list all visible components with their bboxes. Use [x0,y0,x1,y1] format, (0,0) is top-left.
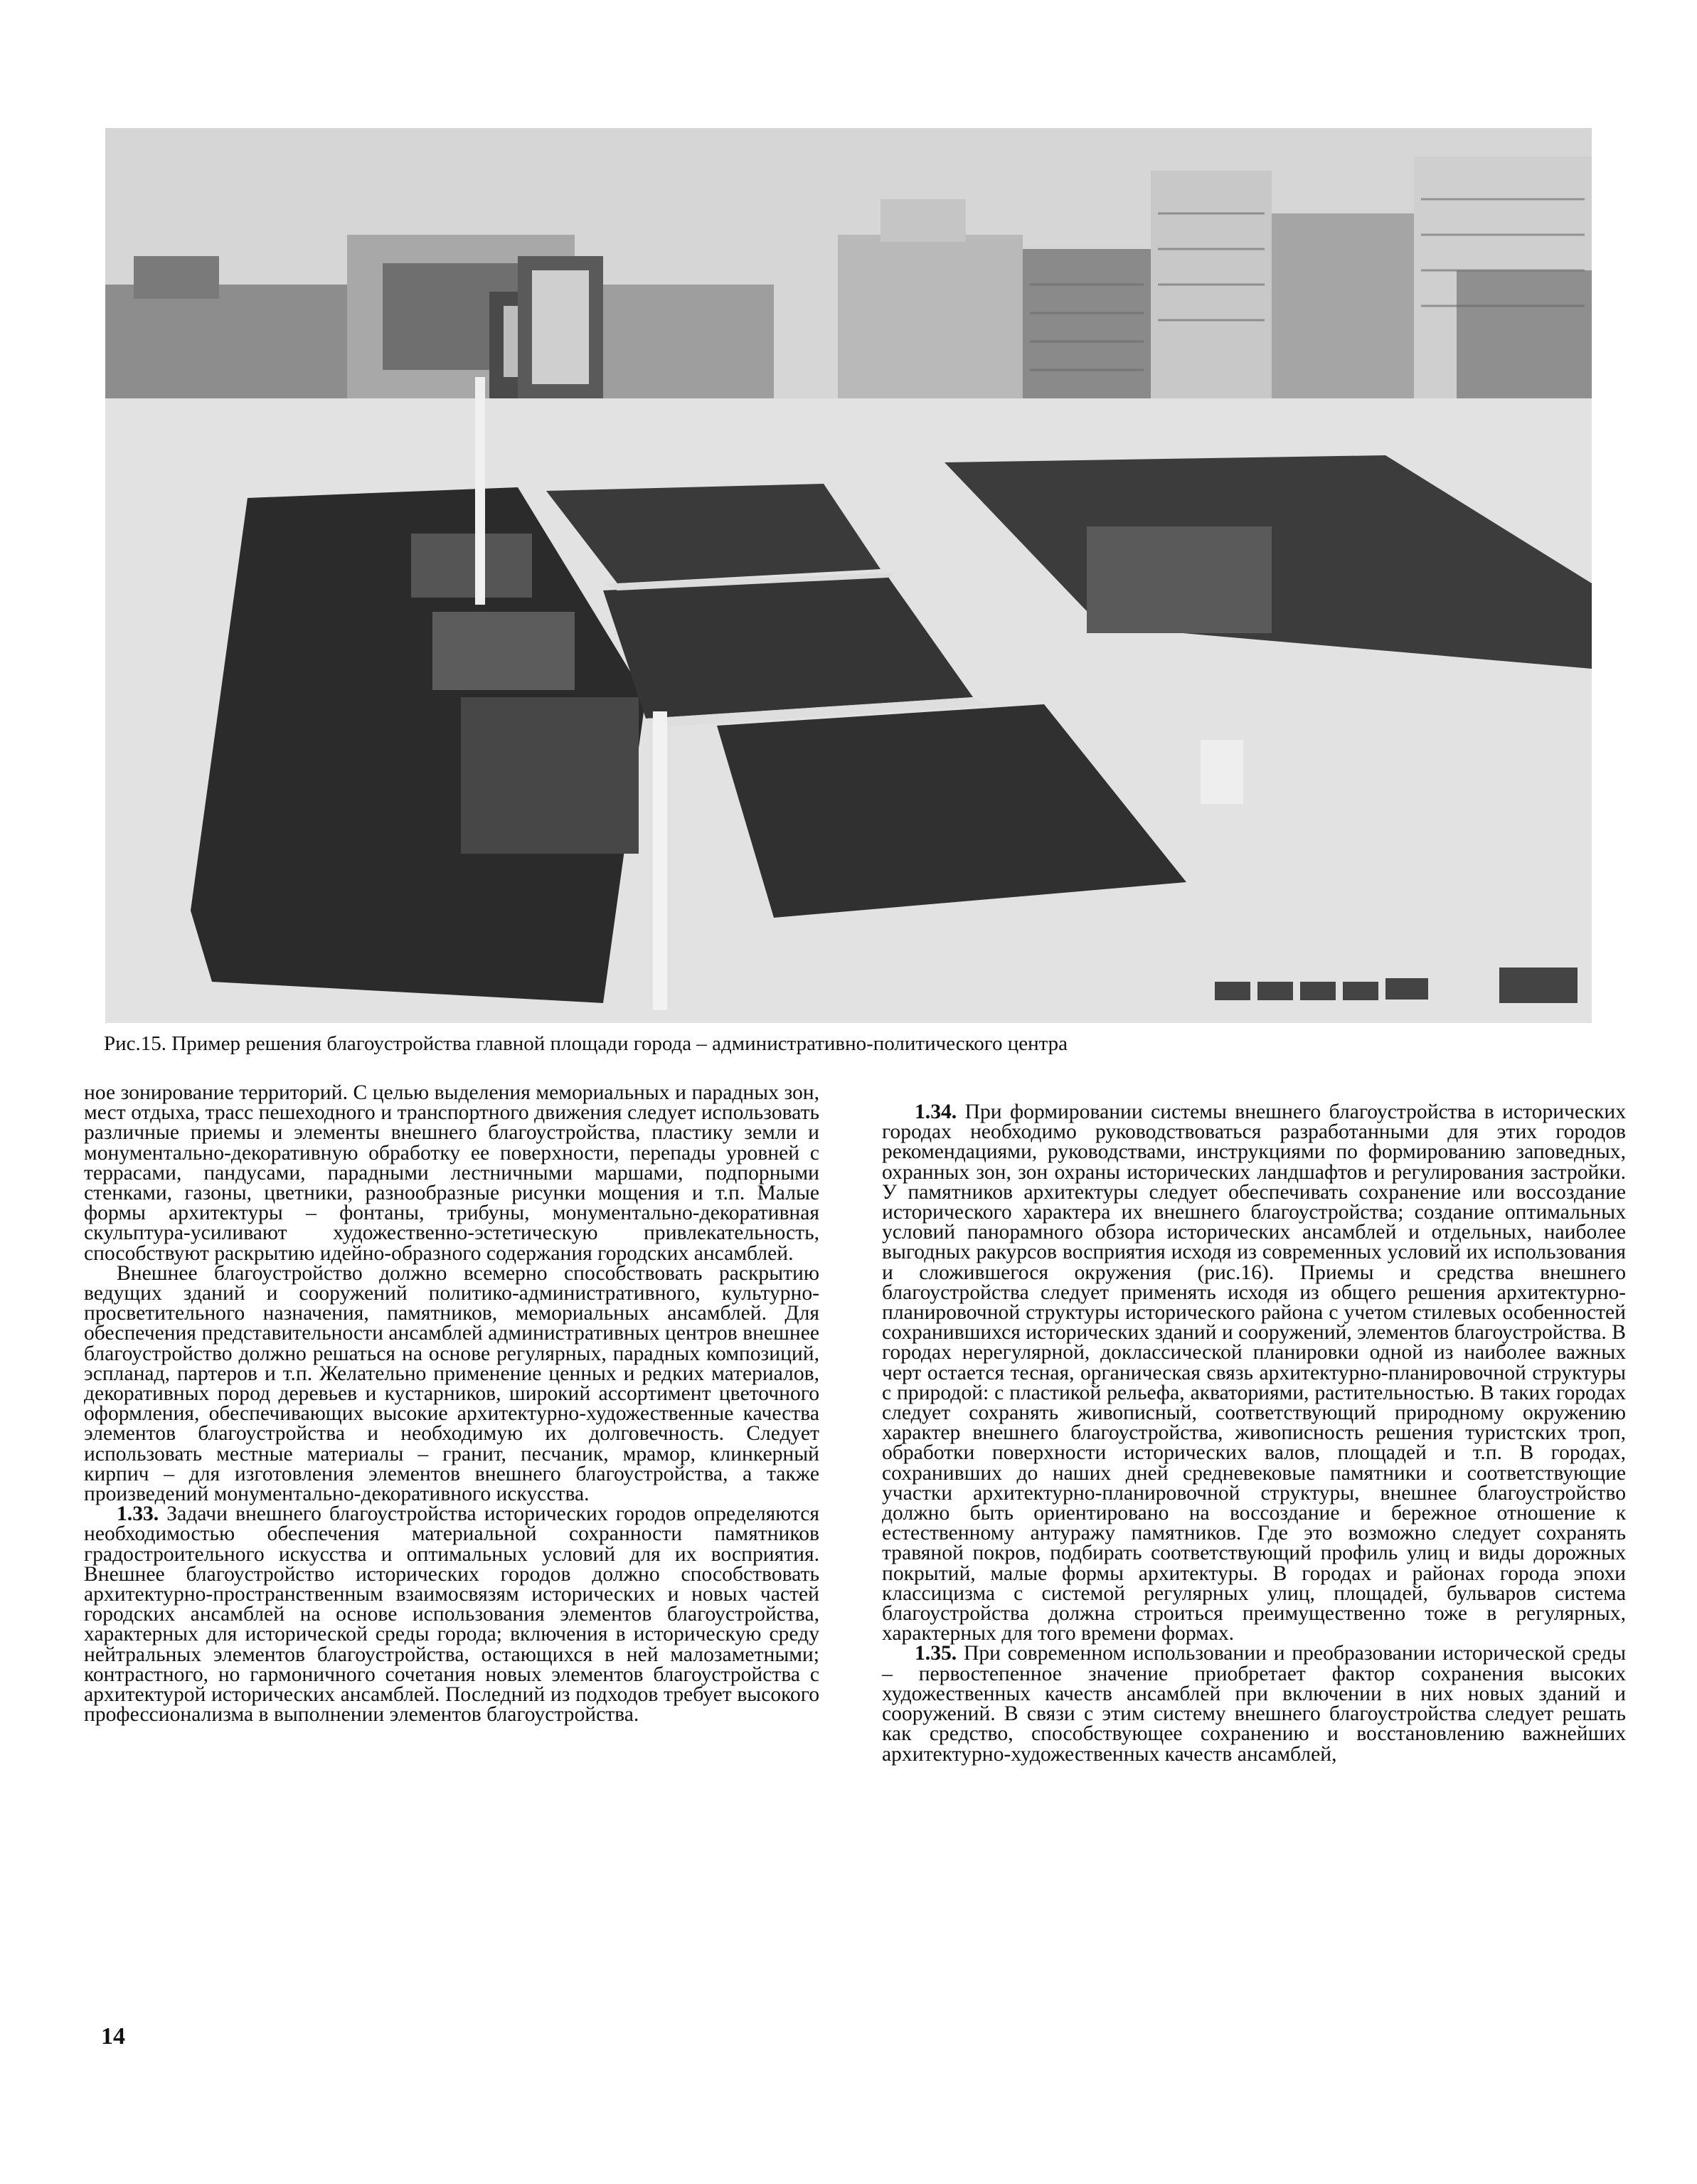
section-number-1-34: 1.34. [915,1101,957,1123]
page-number: 14 [101,2023,125,2050]
left-paragraph-2: Внешнее благоустройство должно всемерно способствовать раскрытию ведущих зданий и сооружений политико-административного, культурно-просветительного назначения, памятников, мемориальных ансамблей. Для обеспечения представительности ансамблей административных центров внешнее благоустройство должно решаться на основе регулярных, парадных композиций, эспланад, партеров и т.п. Желательно применение ценных и редких материалов, декоративных пород деревьев и кустарников, широкий ассортимент цветочного оформления, обеспечивающих высокие архитектурно-художественные качества элементов благоустройства и необходимую их долговечность. Следует использовать местные материалы – гранит, песчаник, мрамор, клинкерный кирпич – для изготовления элементов внешнего благоустройства, а также произведений монументально-декоративного искусства. [84,1261,819,1506]
section-text-1-34: При формировании системы внешнего благоустройства в исторических городах необходимо руководствоваться разработанными для этих городов рекомендациями, руководствами, инструкциями по формированию заповедных, охранных зон, зон охраны исторических ландшафтов и регулирования застройки. У памятников архитектуры следует обеспечивать сохранение или воссоздание исторического характера их внешнего благоустройства; создание оптимальных условий панорамного обзора исторических ансамблей и отдельных, наиболее выгодных ракурсов восприятия исходя из современных условий их использования и сложившегося окружения (рис.16). Приемы и средства внешнего благоустройства следует применять исходя из общего решения архитектурно-планировочной структуры исторического района с учетом стилевых особенностей сохранившихся исторических зданий и сооружений, элементов благоустройства. В городах нерегулярной, доклассической планировки одной из наиболее важных черт остается тесная, органическая связь архитектурно-планировочной структуры с природой: с пластикой рельефа, акваториями, растительностью. В таких городах следует сохранять живописный, соответствующий природному окружению характер внешнего благоустройства, живописность решения туристских троп, обработки поверхности исторических валов, площадей и т.п. В городах, сохранивших до наших дней средневековые памятники и соответствующие участки архитектурно-планировочной структуры, внешнее благоустройство должно быть ориентировано на воссоздание и бережное отношение к естественному антуражу памятников. Где это возможно следует сохранять травяной покров, подбирать соответствующий профиль улиц и виды дорожных покрытий, малые формы архитектуры. В городах и районах города эпохи классицизма с системой регулярных улиц, площадей, бульваров система благоустройства должна строиться преимущественно тоже в регулярных, характерных для того времени формах. [882,1101,1626,1645]
figure-photo [105,128,1592,1023]
section-number-1-35: 1.35. [915,1642,957,1665]
figure-caption: Рис.15. Пример решения благоустройства главной площади города – административно-политического центра [104,1032,1068,1055]
section-number-1-33: 1.33. [117,1502,159,1526]
right-paragraph-1 [882,1102,1626,1643]
left-text-column [84,1083,819,1725]
left-paragraph-1: ное зонирование территорий. С целью выделения мемориальных и парадных зон, мест отдыха, трасс пешеходного и транспортного движения следует использовать различные приемы и элементы внешнего благоустройства, пластику земли и монументально-декоративную обработку ее поверхности, перепады уровней с террасами, пандусами, парадными лестничными маршами, подпорными стенками, газоны, цветники, разнообразные рисунки мощения и т.п. Малые формы архитектуры – фонтаны, трибуны, монументально-декоративная скульптура-усиливают художественно-эстетическую привлекательность, способствуют раскрытию идейно-образного содержания городских ансамблей. [84,1081,819,1265]
left-paragraph-3 [84,1502,819,1727]
section-text-1-35: При современном использовании и преобразовании исторической среды – первостепенное значение приобретает фактор сохранения высоких художественных качеств ансамблей при включении в них новых зданий и сооружений. В связи с этим систему внешнего благоустройства следует решать как средство, способствующее сохранению и восстановлению важнейших архитектурно-художественных качеств ансамблей, [882,1642,1626,1766]
section-text-1-33: Задачи внешнего благоустройства исторических городов определяются необходимостью обеспечения материальной сохранности памятников градостроительного искусства и оптимальных условий для их восприятия. Внешнее благоустройство исторических городов должно способствовать архитектурно-пространственным взаимосвязям исторических и новых частей городских ансамблей на основе использования элементов благоустройства, характерных для исторической среды города; включения в историческую среду нейтральных элементов благоустройства, остающихся в ней малозаметными; контрастного, но гармоничного сочетания новых элементов благоустройства с архитектурой исторических ансамблей. Последний из подходов требует высокого профессионализма в выполнении элементов благоустройства. [84,1502,819,1727]
right-paragraph-2 [882,1643,1626,1764]
right-text-column [882,1102,1626,1764]
square-photo-illustration [105,128,1592,1023]
